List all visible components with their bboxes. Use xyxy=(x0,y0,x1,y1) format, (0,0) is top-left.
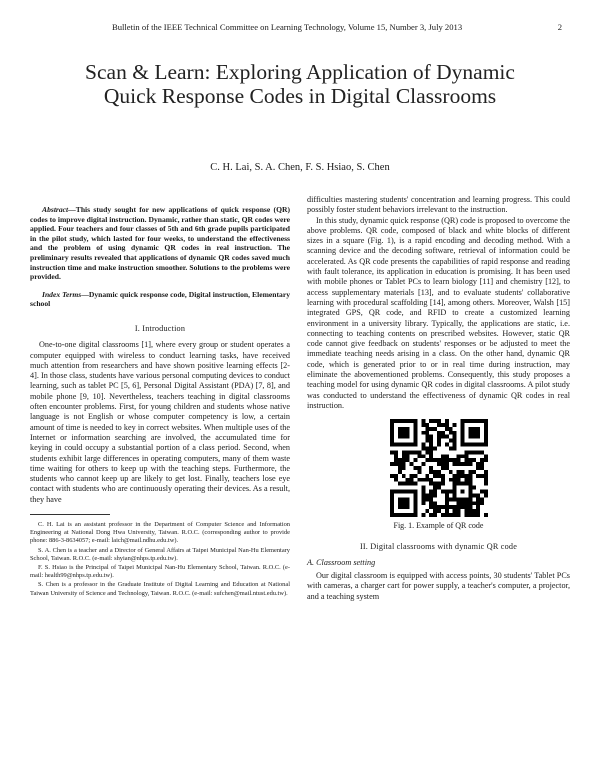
running-header xyxy=(112,22,562,32)
footnote-divider xyxy=(30,514,110,515)
paper-title: Scan & Learn: Exploring Application of Dynamic Quick Response Codes in Digital Classrooms xyxy=(85,60,515,108)
abstract-label: Abstract xyxy=(42,205,69,214)
right-column xyxy=(307,195,570,602)
index-terms-label: Index Terms xyxy=(42,289,82,299)
qr-code-image xyxy=(390,419,488,517)
abstract-text: —This study sought for new applications of quick response (QR) codes to improve digital instruction. Dynamic, rather than static, QR codes were applied. Four teachers and four classes of 5th and 6th grade pupils participated in the pilot study, which lasted for four weeks, to understand the effectiveness and the problem of using dynamic QR codes in real instruction. The preliminary results revealed that applications of dynamic QR codes saved much instruction time and make instruction smoother. Solutions to the problems were provided. xyxy=(30,205,290,282)
left-column xyxy=(30,205,290,599)
intro-paragraph-1-continued: difficulties mastering students' concentration and learning progress. This could possibly foster student behaviors irrelevant to the instruction. xyxy=(307,195,570,215)
footnote-author-4: S. Chen is a professor in the Graduate Institute of Digital Learning and Education at National Taiwan University of Science and Technology, Taiwan. R.O.C. (e-mail: sufchen@mail.ntust.edu.tw). xyxy=(30,581,290,597)
figure-1 xyxy=(307,419,570,517)
footnote-author-1: C. H. Lai is an assistant professor in the Department of Computer Science and Information Engineering at National Dong Hwa University, Taiwan. R.O.C. (corresponding author to provide phone: 886-3-8634057; e-mail: laich@mail.ndhu.edu.tw). xyxy=(30,520,290,545)
index-terms-text: —Dynamic quick response code, Digital instruction, Elementary school xyxy=(30,289,290,309)
section-heading-introduction: I. Introduction xyxy=(134,323,186,333)
footnote-author-2: S. A. Chen is a teacher and a Director of General Affairs at Taipei Municipal Nan-Hu Elementary School, Taiwan. R.O.C. (e-mail: shyian@nhps.tp.edu.tw). xyxy=(30,546,290,562)
section-heading-digital-classrooms: II. Digital classrooms with dynamic QR code xyxy=(359,541,518,551)
index-terms xyxy=(30,290,290,309)
figure-1-caption: Fig. 1. Example of QR code xyxy=(393,521,484,531)
footnote-author-3: F. S. Hsiao is the Principal of Taipei Municipal Nan-Hu Elementary School, Taiwan. R.O.C. (e-mail: health99@nhps.tp.edu.tw). xyxy=(30,564,290,580)
intro-paragraph-2: In this study, dynamic quick response (QR) code is proposed to overcome the above problems. QR code, composed of black and white blocks of different sizes in a square (Fig. 1), is a rapid encoding and decoding method. With a scanning device and the decoding software, retrieval of information could be accelerated. As QR code presents the capabilities of rapid response and reading with fault tolerance, its application in education is promising. It has been used with mobile phones or Tablet PCs to learn biology [11] and chemistry [12], to access supplementary materials [13], and to evaluate students' collaborative learning with procedural scaffolding [14], among others. Moreover, Walsh [15] integrated GPS, QR code, and RFID to create a customized learning environment in a university library. Typically, the applications are static, i.e. connecting to teaching contents on prescribed websites. However, static QR code cannot give feedback on students' responses or be adjusted to meet the immediate teaching needs arising in a class. On the other hand, dynamic QR code, which is generated prior to or in real time during instruction, may eliminate the abovementioned problems. Consequently, this study proposes a teaching model for using dynamic QR codes in digital classrooms. A pilot study was conducted to understand the effectiveness of dynamic QR codes in real instruction. xyxy=(307,215,570,410)
author-list: C. H. Lai, S. A. Chen, F. S. Hsiao, S. Chen xyxy=(210,162,390,173)
page-number: 2 xyxy=(557,22,562,32)
abstract xyxy=(30,205,290,282)
intro-paragraph-1: One-to-one digital classrooms [1], where every group or student operates a computer equipped with wireless to conduct learning tasks, have received much attention from researchers and have shown positive learning effects [2-4]. In those class, students have various personal computing devices to conduct learning, such as tablet PC [5, 6], Personal Digital Assistant (PDA) [7, 8], and mobile phone [9, 10]. Nevertheless, teachers teaching in digital classrooms often encounter problems. First, for young children and students whose native language is not English or whose computer competency is low, a certain amount of time is needed to key in correct websites. When multiple uses of the Internet or information searching are involved, the accumulated time for keying in could occupy a substantial portion of a class period. Second, when students exhibit large differences in operating computers, many of them waste time waiting for others to keep up with the teaching steps. Furthermore, the students who cannot keep up are likely to get lost. Finally, teachers lose eye contact with students who are continuously operating their devices. As a result, they have xyxy=(30,340,290,504)
journal-name: Bulletin of the IEEE Technical Committee on Learning Technology, Volume 15, Number 3, July 2013 xyxy=(112,22,463,32)
classroom-setting-paragraph: Our digital classroom is equipped with access points, 30 students' Tablet PCs with cameras, a charger cart for power supply, a teacher's computer, a projector, and a teaching system xyxy=(307,571,570,601)
subsection-heading-classroom-setting: A. Classroom setting xyxy=(307,557,376,567)
